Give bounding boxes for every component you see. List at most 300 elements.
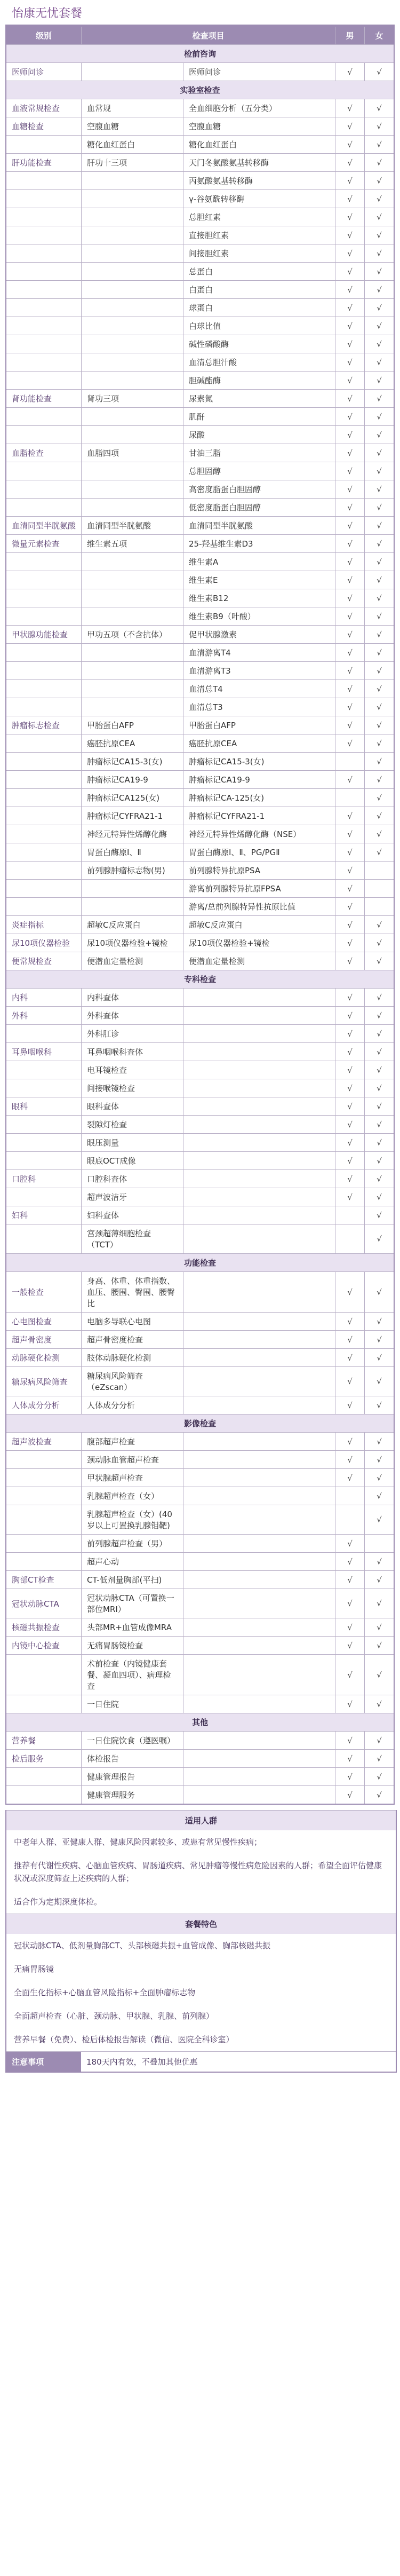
row-project: 尿10项仪器检验+镜检 xyxy=(82,934,183,952)
row-project xyxy=(82,571,183,589)
row-project: 间接喉镜检查 xyxy=(82,1079,183,1097)
row-female: √ xyxy=(365,680,395,698)
row-item xyxy=(183,1152,335,1170)
row-item: 促甲状腺激素 xyxy=(183,626,335,644)
row-item: 胃蛋白酶原Ⅰ、Ⅱ、PG/PGⅡ xyxy=(183,843,335,862)
row-project xyxy=(82,208,183,226)
row-project xyxy=(82,372,183,390)
row-item xyxy=(183,1618,335,1637)
row-category xyxy=(6,1451,82,1469)
row-item xyxy=(183,1589,335,1618)
row-female: √ xyxy=(365,589,395,607)
table-row xyxy=(6,480,394,499)
row-project: 肾功三项 xyxy=(82,390,183,408)
row-male: √ xyxy=(335,843,365,862)
row-project: 血脂四项 xyxy=(82,444,183,462)
row-male: √ xyxy=(335,1007,365,1025)
table-row xyxy=(6,372,394,390)
row-project: 肝功十三项 xyxy=(82,154,183,172)
row-category xyxy=(6,589,82,607)
row-item: 便潜血定量检测 xyxy=(183,952,335,970)
row-male: √ xyxy=(335,372,365,390)
row-category: 医师问诊 xyxy=(6,63,82,81)
table-row xyxy=(6,607,394,626)
row-project: 一日住院 xyxy=(82,1695,183,1713)
table-row xyxy=(6,317,394,335)
table-row xyxy=(6,698,394,716)
row-project: 甲胎蛋白AFP xyxy=(82,716,183,734)
row-item xyxy=(183,1505,335,1535)
row-project xyxy=(82,662,183,680)
table-row xyxy=(6,1272,394,1313)
row-category: 超声波检查 xyxy=(6,1433,82,1451)
row-female: √ xyxy=(365,444,395,462)
row-category: 炎症指标 xyxy=(6,916,82,934)
row-project: 外科查体 xyxy=(82,1007,183,1025)
row-project: 甲状腺超声检查 xyxy=(82,1469,183,1487)
row-male: √ xyxy=(335,390,365,408)
row-project: 胃蛋白酶原Ⅰ、Ⅱ xyxy=(82,843,183,862)
row-male: √ xyxy=(335,1079,365,1097)
row-item: 胆碱酯酶 xyxy=(183,372,335,390)
row-female: √ xyxy=(365,263,395,281)
row-category xyxy=(6,244,82,263)
row-male: √ xyxy=(335,208,365,226)
row-item: 血清总胆汁酸 xyxy=(183,353,335,372)
suitable-line: 中老年人群、亚健康人群、健康风险因素较多、或患有常见慢性疾病； xyxy=(6,1830,396,1854)
row-item xyxy=(183,1061,335,1079)
table-row xyxy=(6,571,394,589)
row-category xyxy=(6,208,82,226)
row-category: 血液常规检查 xyxy=(6,99,82,117)
row-item: 糖化血红蛋白 xyxy=(183,136,335,154)
row-category xyxy=(6,880,82,898)
row-category: 检后服务 xyxy=(6,1750,82,1768)
row-item: 血清游离T4 xyxy=(183,644,335,662)
row-category: 血糖检查 xyxy=(6,117,82,136)
row-project: 头部MR+血管成像MRA xyxy=(82,1618,183,1637)
row-male: √ xyxy=(335,335,365,353)
table-row xyxy=(6,299,394,317)
row-project: 便潜血定量检测 xyxy=(82,952,183,970)
row-female: √ xyxy=(365,1505,395,1535)
row-item xyxy=(183,1535,335,1553)
table-row xyxy=(6,1487,394,1505)
row-project: 肿瘤标记CYFRA21-1 xyxy=(82,807,183,825)
row-item xyxy=(183,1007,335,1025)
row-item: 尿素氮 xyxy=(183,390,335,408)
feature-line: 全面超声检查（心脏、颈动脉、甲状腺、乳腺、前列腺） xyxy=(6,2004,396,2028)
row-female: √ xyxy=(365,208,395,226)
row-item: 肿瘤标记CA19-9 xyxy=(183,771,335,789)
row-category: 动脉硬化检测 xyxy=(6,1349,82,1367)
row-project: 甲功五项（不含抗体） xyxy=(82,626,183,644)
table-row xyxy=(6,1618,394,1637)
row-male: √ xyxy=(335,1589,365,1618)
table-row xyxy=(6,680,394,698)
row-female: √ xyxy=(365,1097,395,1116)
row-project: CT-低剂量胸部(平扫) xyxy=(82,1571,183,1589)
row-category xyxy=(6,263,82,281)
row-item: 天门冬氨酸氨基转移酶 xyxy=(183,154,335,172)
row-project xyxy=(82,462,183,480)
row-female: √ xyxy=(365,843,395,862)
row-male: √ xyxy=(335,317,365,335)
row-male: √ xyxy=(335,571,365,589)
section-row xyxy=(6,1254,394,1272)
table-row xyxy=(6,1433,394,1451)
row-female: √ xyxy=(365,1349,395,1367)
table-row xyxy=(6,989,394,1007)
row-category xyxy=(6,734,82,753)
row-male: √ xyxy=(335,734,365,753)
row-female: √ xyxy=(365,1188,395,1206)
table-row xyxy=(6,335,394,353)
row-item xyxy=(183,1750,335,1768)
row-project: 超声波洁牙 xyxy=(82,1188,183,1206)
row-item: 超敏C反应蛋白 xyxy=(183,916,335,934)
row-female: √ xyxy=(365,644,395,662)
row-project xyxy=(82,353,183,372)
row-project xyxy=(82,299,183,317)
table-row xyxy=(6,825,394,843)
row-category xyxy=(6,571,82,589)
row-category xyxy=(6,1553,82,1571)
table-row xyxy=(6,1188,394,1206)
row-male: √ xyxy=(335,1272,365,1313)
row-female: √ xyxy=(365,426,395,444)
table-row xyxy=(6,1637,394,1655)
row-category xyxy=(6,789,82,807)
row-female: √ xyxy=(365,1007,395,1025)
row-male: √ xyxy=(335,1152,365,1170)
row-category: 血清同型半胱氨酸 xyxy=(6,517,82,535)
row-category xyxy=(6,1116,82,1134)
row-female: √ xyxy=(365,517,395,535)
row-male: √ xyxy=(335,1768,365,1786)
table-row xyxy=(6,281,394,299)
row-project xyxy=(82,680,183,698)
row-male: √ xyxy=(335,499,365,517)
row-male: √ xyxy=(335,63,365,81)
row-category: 眼科 xyxy=(6,1097,82,1116)
row-project: 超声骨密度检查 xyxy=(82,1331,183,1349)
row-project: 肿瘤标记CA19-9 xyxy=(82,771,183,789)
section-row xyxy=(6,1713,394,1732)
row-item: 高密度脂蛋白胆固醇 xyxy=(183,480,335,499)
row-male: √ xyxy=(335,989,365,1007)
row-female: √ xyxy=(365,789,395,807)
row-project xyxy=(82,698,183,716)
row-category xyxy=(6,317,82,335)
row-project: 裂隙灯检查 xyxy=(82,1116,183,1134)
row-male xyxy=(335,753,365,771)
table-row xyxy=(6,807,394,825)
row-female: √ xyxy=(365,1206,395,1224)
row-male: √ xyxy=(335,299,365,317)
row-item: 间接胆红素 xyxy=(183,244,335,263)
row-male: √ xyxy=(335,1451,365,1469)
row-male: √ xyxy=(335,1134,365,1152)
row-female: √ xyxy=(365,1025,395,1043)
row-female: √ xyxy=(365,553,395,571)
row-project: 癌胚抗原CEA xyxy=(82,734,183,753)
row-category xyxy=(6,1655,82,1695)
row-project xyxy=(82,553,183,571)
row-project xyxy=(82,263,183,281)
row-female: √ xyxy=(365,390,395,408)
header-level: 级别 xyxy=(6,26,82,45)
feature-line: 冠状动脉CTA、低剂量胸部CT、头部核磁共振+血管成像、胸部核磁共振 xyxy=(6,1934,396,1957)
table-row xyxy=(6,1349,394,1367)
row-female: √ xyxy=(365,807,395,825)
row-female: √ xyxy=(365,462,395,480)
row-project xyxy=(82,607,183,626)
row-male: √ xyxy=(335,172,365,190)
table-row xyxy=(6,1535,394,1553)
row-project xyxy=(82,226,183,244)
row-project: 耳鼻咽喉科查体 xyxy=(82,1043,183,1061)
row-male: √ xyxy=(335,1170,365,1188)
row-female: √ xyxy=(365,1170,395,1188)
row-male: √ xyxy=(335,1655,365,1695)
table-row xyxy=(6,499,394,517)
row-project: 糖化血红蛋白 xyxy=(82,136,183,154)
row-category xyxy=(6,136,82,154)
package-table xyxy=(5,25,395,1805)
row-male: √ xyxy=(335,408,365,426)
row-project: 肿瘤标记CA125(女) xyxy=(82,789,183,807)
row-category xyxy=(6,1134,82,1152)
row-project: 无痛胃肠镜检查 xyxy=(82,1637,183,1655)
row-female: √ xyxy=(365,408,395,426)
row-item xyxy=(183,1224,335,1254)
row-project xyxy=(82,499,183,517)
row-project: 乳腺超声检查（女） xyxy=(82,1487,183,1505)
section-title: 功能检查 xyxy=(6,1254,394,1272)
row-category xyxy=(6,753,82,771)
row-female: √ xyxy=(365,1695,395,1713)
row-category: 妇科 xyxy=(6,1206,82,1224)
row-item: 球蛋白 xyxy=(183,299,335,317)
row-male: √ xyxy=(335,99,365,117)
row-category: 外科 xyxy=(6,1007,82,1025)
section-title: 实验室检查 xyxy=(6,81,394,99)
row-item xyxy=(183,1571,335,1589)
row-project xyxy=(82,898,183,916)
table-row xyxy=(6,1079,394,1097)
row-male: √ xyxy=(335,1116,365,1134)
row-project xyxy=(82,244,183,263)
row-category xyxy=(6,898,82,916)
row-category xyxy=(6,662,82,680)
row-item: 医师问诊 xyxy=(183,63,335,81)
table-row xyxy=(6,862,394,880)
row-male: √ xyxy=(335,916,365,934)
row-item xyxy=(183,989,335,1007)
row-project: 健康管理报告 xyxy=(82,1768,183,1786)
section-row xyxy=(6,1415,394,1433)
row-category: 一般检查 xyxy=(6,1272,82,1313)
row-male: √ xyxy=(335,480,365,499)
row-item: 血清游离T3 xyxy=(183,662,335,680)
row-female xyxy=(365,862,395,880)
suitable-line: 适合作为定期深度体检。 xyxy=(6,1890,396,1914)
row-male: √ xyxy=(335,1469,365,1487)
row-category: 核磁共振检查 xyxy=(6,1618,82,1637)
row-male: √ xyxy=(335,1571,365,1589)
row-category: 内镜中心检查 xyxy=(6,1637,82,1655)
row-item: 总胆固醇 xyxy=(183,462,335,480)
row-project: 血常规 xyxy=(82,99,183,117)
table-row xyxy=(6,1553,394,1571)
row-female: √ xyxy=(365,1589,395,1618)
row-male xyxy=(335,1505,365,1535)
row-item: 低密度脂蛋白胆固醇 xyxy=(183,499,335,517)
row-category: 便常规检查 xyxy=(6,952,82,970)
row-male: √ xyxy=(335,535,365,553)
row-male: √ xyxy=(335,1313,365,1331)
row-female: √ xyxy=(365,499,395,517)
row-project: 口腔科查体 xyxy=(82,1170,183,1188)
row-female: √ xyxy=(365,1272,395,1313)
row-male xyxy=(335,1224,365,1254)
row-category xyxy=(6,843,82,862)
row-male: √ xyxy=(335,117,365,136)
row-male: √ xyxy=(335,862,365,880)
row-female: √ xyxy=(365,571,395,589)
row-item: 空腹血糖 xyxy=(183,117,335,136)
row-female: √ xyxy=(365,226,395,244)
row-category xyxy=(6,698,82,716)
row-item: 碱性磷酸酶 xyxy=(183,335,335,353)
row-male: √ xyxy=(335,952,365,970)
row-category: 口腔科 xyxy=(6,1170,82,1188)
row-project xyxy=(82,335,183,353)
table-row xyxy=(6,535,394,553)
row-item xyxy=(183,1116,335,1134)
feature-line: 无痛胃肠镜 xyxy=(6,1957,396,1981)
row-item xyxy=(183,1206,335,1224)
row-item: 白球比值 xyxy=(183,317,335,335)
row-male: √ xyxy=(335,1025,365,1043)
table-row xyxy=(6,99,394,117)
row-male: √ xyxy=(335,1618,365,1637)
row-category: 耳鼻咽喉科 xyxy=(6,1043,82,1061)
row-female: √ xyxy=(365,1732,395,1750)
row-category xyxy=(6,1695,82,1713)
row-male: √ xyxy=(335,462,365,480)
section-row xyxy=(6,970,394,989)
row-category xyxy=(6,172,82,190)
row-female: √ xyxy=(365,317,395,335)
row-item: 总蛋白 xyxy=(183,263,335,281)
row-project: 维生素五项 xyxy=(82,535,183,553)
row-item xyxy=(183,1313,335,1331)
row-male: √ xyxy=(335,1732,365,1750)
row-male: √ xyxy=(335,1097,365,1116)
row-item xyxy=(183,1732,335,1750)
row-project: 人体成分分析 xyxy=(82,1396,183,1415)
row-male: √ xyxy=(335,1188,365,1206)
row-female: √ xyxy=(365,662,395,680)
table-row xyxy=(6,934,394,952)
table-row xyxy=(6,390,394,408)
row-item xyxy=(183,1272,335,1313)
row-item xyxy=(183,1695,335,1713)
row-male: √ xyxy=(335,880,365,898)
row-category xyxy=(6,335,82,353)
row-category xyxy=(6,1535,82,1553)
row-project: 宫颈超薄细胞检查（TCT） xyxy=(82,1224,183,1254)
table-row xyxy=(6,1025,394,1043)
section-row xyxy=(6,81,394,99)
table-row xyxy=(6,1170,394,1188)
row-item: 肌酐 xyxy=(183,408,335,426)
row-item: 前列腺特异抗原PSA xyxy=(183,862,335,880)
row-female: √ xyxy=(365,1553,395,1571)
table-row xyxy=(6,662,394,680)
row-female: √ xyxy=(365,1618,395,1637)
table-row xyxy=(6,916,394,934)
row-item xyxy=(183,1025,335,1043)
row-category xyxy=(6,1786,82,1805)
row-category: 尿10项仪器检验 xyxy=(6,934,82,952)
section-title: 专科检查 xyxy=(6,970,394,989)
row-item: 癌胚抗原CEA xyxy=(183,734,335,753)
table-row xyxy=(6,63,394,81)
row-category: 肿瘤标志检查 xyxy=(6,716,82,734)
row-category xyxy=(6,190,82,208)
row-male: √ xyxy=(335,1637,365,1655)
feature-line: 全面生化指标+心脑血管风险指标+全面肿瘤标志物 xyxy=(6,1981,396,2004)
row-item: 游离/总前列腺特异性抗原比值 xyxy=(183,898,335,916)
row-project: 眼底OCT成像 xyxy=(82,1152,183,1170)
row-male: √ xyxy=(335,1553,365,1571)
row-category: 肾功能检查 xyxy=(6,390,82,408)
row-category: 微量元素检查 xyxy=(6,535,82,553)
row-male: √ xyxy=(335,1535,365,1553)
row-item xyxy=(183,1367,335,1396)
row-female: √ xyxy=(365,1469,395,1487)
table-row xyxy=(6,1007,394,1025)
row-female: √ xyxy=(365,1224,395,1254)
row-category: 糖尿病风险筛查 xyxy=(6,1367,82,1396)
row-male: √ xyxy=(335,644,365,662)
row-item: 维生素B12 xyxy=(183,589,335,607)
row-item: 直接胆红素 xyxy=(183,226,335,244)
table-row xyxy=(6,952,394,970)
row-female: √ xyxy=(365,1451,395,1469)
row-item: 游离前列腺特异抗原FPSA xyxy=(183,880,335,898)
row-female: √ xyxy=(365,244,395,263)
row-male: √ xyxy=(335,226,365,244)
table-row xyxy=(6,644,394,662)
row-project xyxy=(82,317,183,335)
row-category xyxy=(6,353,82,372)
row-male: √ xyxy=(335,136,365,154)
row-item: 神经元特异性烯醇化酶（NSE） xyxy=(183,825,335,843)
row-female xyxy=(365,1535,395,1553)
row-project: 眼压测量 xyxy=(82,1134,183,1152)
row-male: √ xyxy=(335,1695,365,1713)
row-female: √ xyxy=(365,117,395,136)
row-female: √ xyxy=(365,607,395,626)
row-project: 超声心动 xyxy=(82,1553,183,1571)
row-female: √ xyxy=(365,1079,395,1097)
row-female: √ xyxy=(365,1786,395,1805)
row-item xyxy=(183,1786,335,1805)
